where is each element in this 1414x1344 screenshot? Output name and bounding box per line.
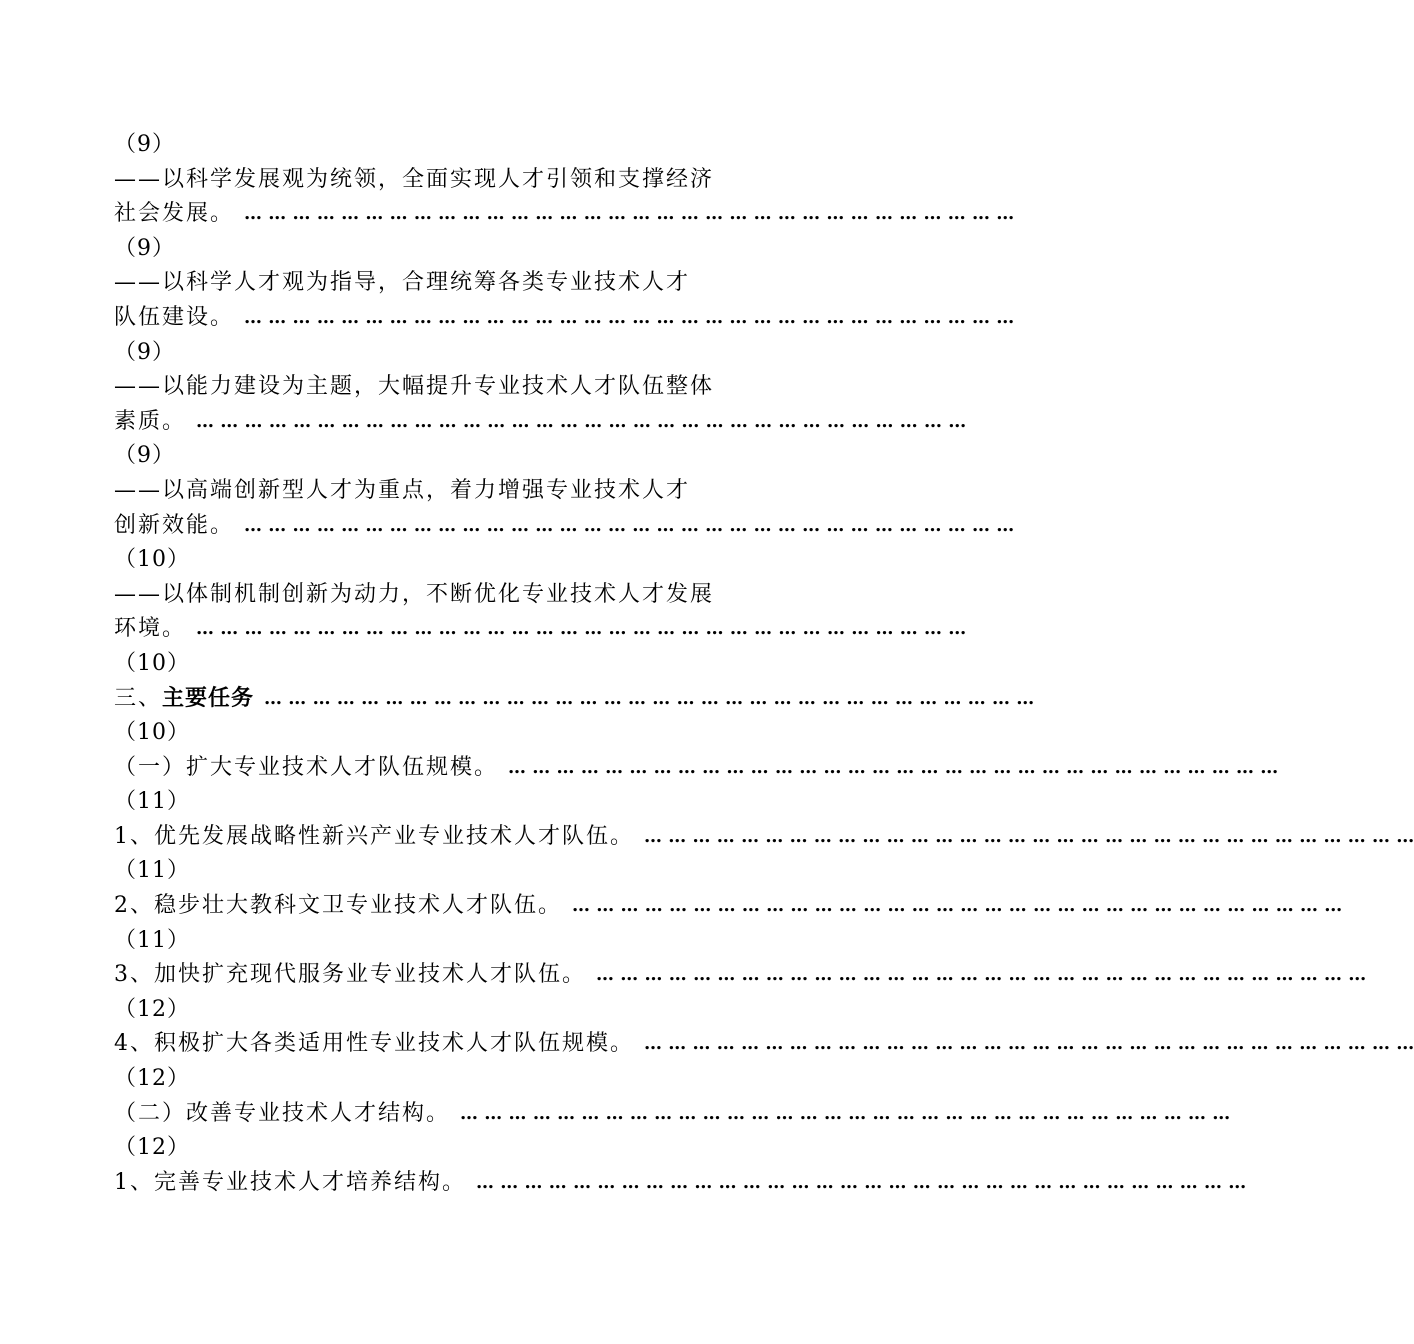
page-number: （10） [114,720,190,746]
toc-entry-text: ——以能力建设为主题，大幅提升专业技术人才队伍整体 [114,374,715,400]
dot-leader: … … … … … … … … … … … … … … … … … … … … … … … … … … … … … … … … [644,1033,1414,1055]
dot-leader: … … … … … … … … … … … … … … … … … … … … … … … … … … … … … … … … [196,618,967,640]
toc-entry[interactable]: 2、稳步壮大教科文卫专业技术人才队伍。 … … … … … … … … … … … … … … … … … … … … … … … … … … … … … … … … [114,889,834,924]
dot-leader: … … … … … … … … … … … … … … … … … … … … … … … … … … … … … … … … [244,306,1015,328]
toc-entry[interactable]: 创新效能。 … … … … … … … … … … … … … … … … … … … … … … … … … … … … … … … … [114,509,834,544]
toc-entry-text: ——以科学人才观为指导，合理统筹各类专业技术人才 [114,270,691,296]
toc-entry[interactable]: 3、加快扩充现代服务业专业技术人才队伍。 … … … … … … … … … … … … … … … … … … … … … … … … … … … … … … … … [114,958,834,993]
dot-leader: … … … … … … … … … … … … … … … … … … … … … … … … … … … … … … … … [572,895,1343,917]
page-number: （9） [114,132,175,157]
dot-leader: … … … … … … … … … … … … … … … … … … … … … … … … … … … … … … … … [244,203,1015,225]
dot-leader: … … … … … … … … … … … … … … … … … … … … … … … … … … … … … … … … [596,964,1367,986]
page-number: （12） [114,1066,190,1092]
toc-entry[interactable]: 队伍建设。 … … … … … … … … … … … … … … … … … … … … … … … … … … … … … … … … [114,301,834,336]
toc-entry-text: ——以高端创新型人才为重点，着力增强专业技术人才 [114,477,691,503]
page-number: （9） [114,443,175,469]
toc-entry[interactable]: （二）改善专业技术人才结构。 … … … … … … … … … … … … … … … … … … … … … … … … … … … … … … … … [114,1097,834,1132]
dot-leader: … … … … … … … … … … … … … … … … … … … … … … … … … … … … … … … … [196,410,967,432]
toc-entry[interactable]: 社会发展。 … … … … … … … … … … … … … … … … … … … … … … … … … … … … … … … … [114,197,834,232]
toc-entry-text: ——以体制机制创新为动力，不断优化专业技术人才发展 [114,581,715,607]
dot-leader: … … … … … … … … … … … … … … … … … … … … … … … … … … … … … … … … [508,756,1279,778]
dot-leader: … … … … … … … … … … … … … … … … … … … … … … … … … … … … … … … … [476,1171,1247,1193]
toc-entry[interactable]: 4、积极扩大各类适用性专业技术人才队伍规模。 … … … … … … … … … … … … … … … … … … … … … … … … … … … … … … … … [114,1027,834,1062]
page-number: （12） [114,1135,190,1161]
toc-entry[interactable]: 1、优先发展战略性新兴产业专业技术人才队伍。 … … … … … … … … … … … … … … … … … … … … … … … … … … … … … … … … [114,820,834,855]
page-number: （12） [114,996,190,1022]
page-number: （11） [114,858,190,884]
page-number: （9） [114,235,175,261]
dot-leader: … … … … … … … … … … … … … … … … … … … … … … … … … … … … … … … … [264,687,1035,709]
toc-entry[interactable]: 环境。 … … … … … … … … … … … … … … … … … … … … … … … … … … … … … … … … [114,612,834,647]
toc-entry[interactable]: （一）扩大专业技术人才队伍规模。 … … … … … … … … … … … … … … … … … … … … … … … … … … … … … … … … [114,751,834,786]
toc-entry[interactable]: 1、完善专业技术人才培养结构。 … … … … … … … … … … … … … … … … … … … … … … … … … … … … … … … … [114,1166,834,1201]
page-number: （10） [114,547,190,573]
table-of-contents [114,128,1414,1200]
page-number: （9） [114,339,175,365]
page-number: （11） [114,927,190,953]
toc-entry[interactable]: 素质。 … … … … … … … … … … … … … … … … … … … … … … … … … … … … … … … … [114,405,834,440]
toc-entry-text: ——以科学发展观为统领，全面实现人才引领和支撑经济 [114,166,715,192]
page-number: （11） [114,789,190,815]
page-number: （10） [114,650,190,676]
section-title: 主要任务 [162,685,255,711]
dot-leader: … … … … … … … … … … … … … … … … … … … … … … … … … … … … … … … … [644,825,1414,847]
dot-leader: … … … … … … … … … … … … … … … … … … … … … … … … … … … … … … … … [244,514,1015,536]
section-heading[interactable]: 三、 主要任务 … … … … … … … … … … … … … … … … … … … … … … … … … … … … … … … … [114,682,834,717]
dot-leader: … … … … … … … … … … … … … … … … … … … … … … … … … … … … … … … … [460,1102,1231,1124]
